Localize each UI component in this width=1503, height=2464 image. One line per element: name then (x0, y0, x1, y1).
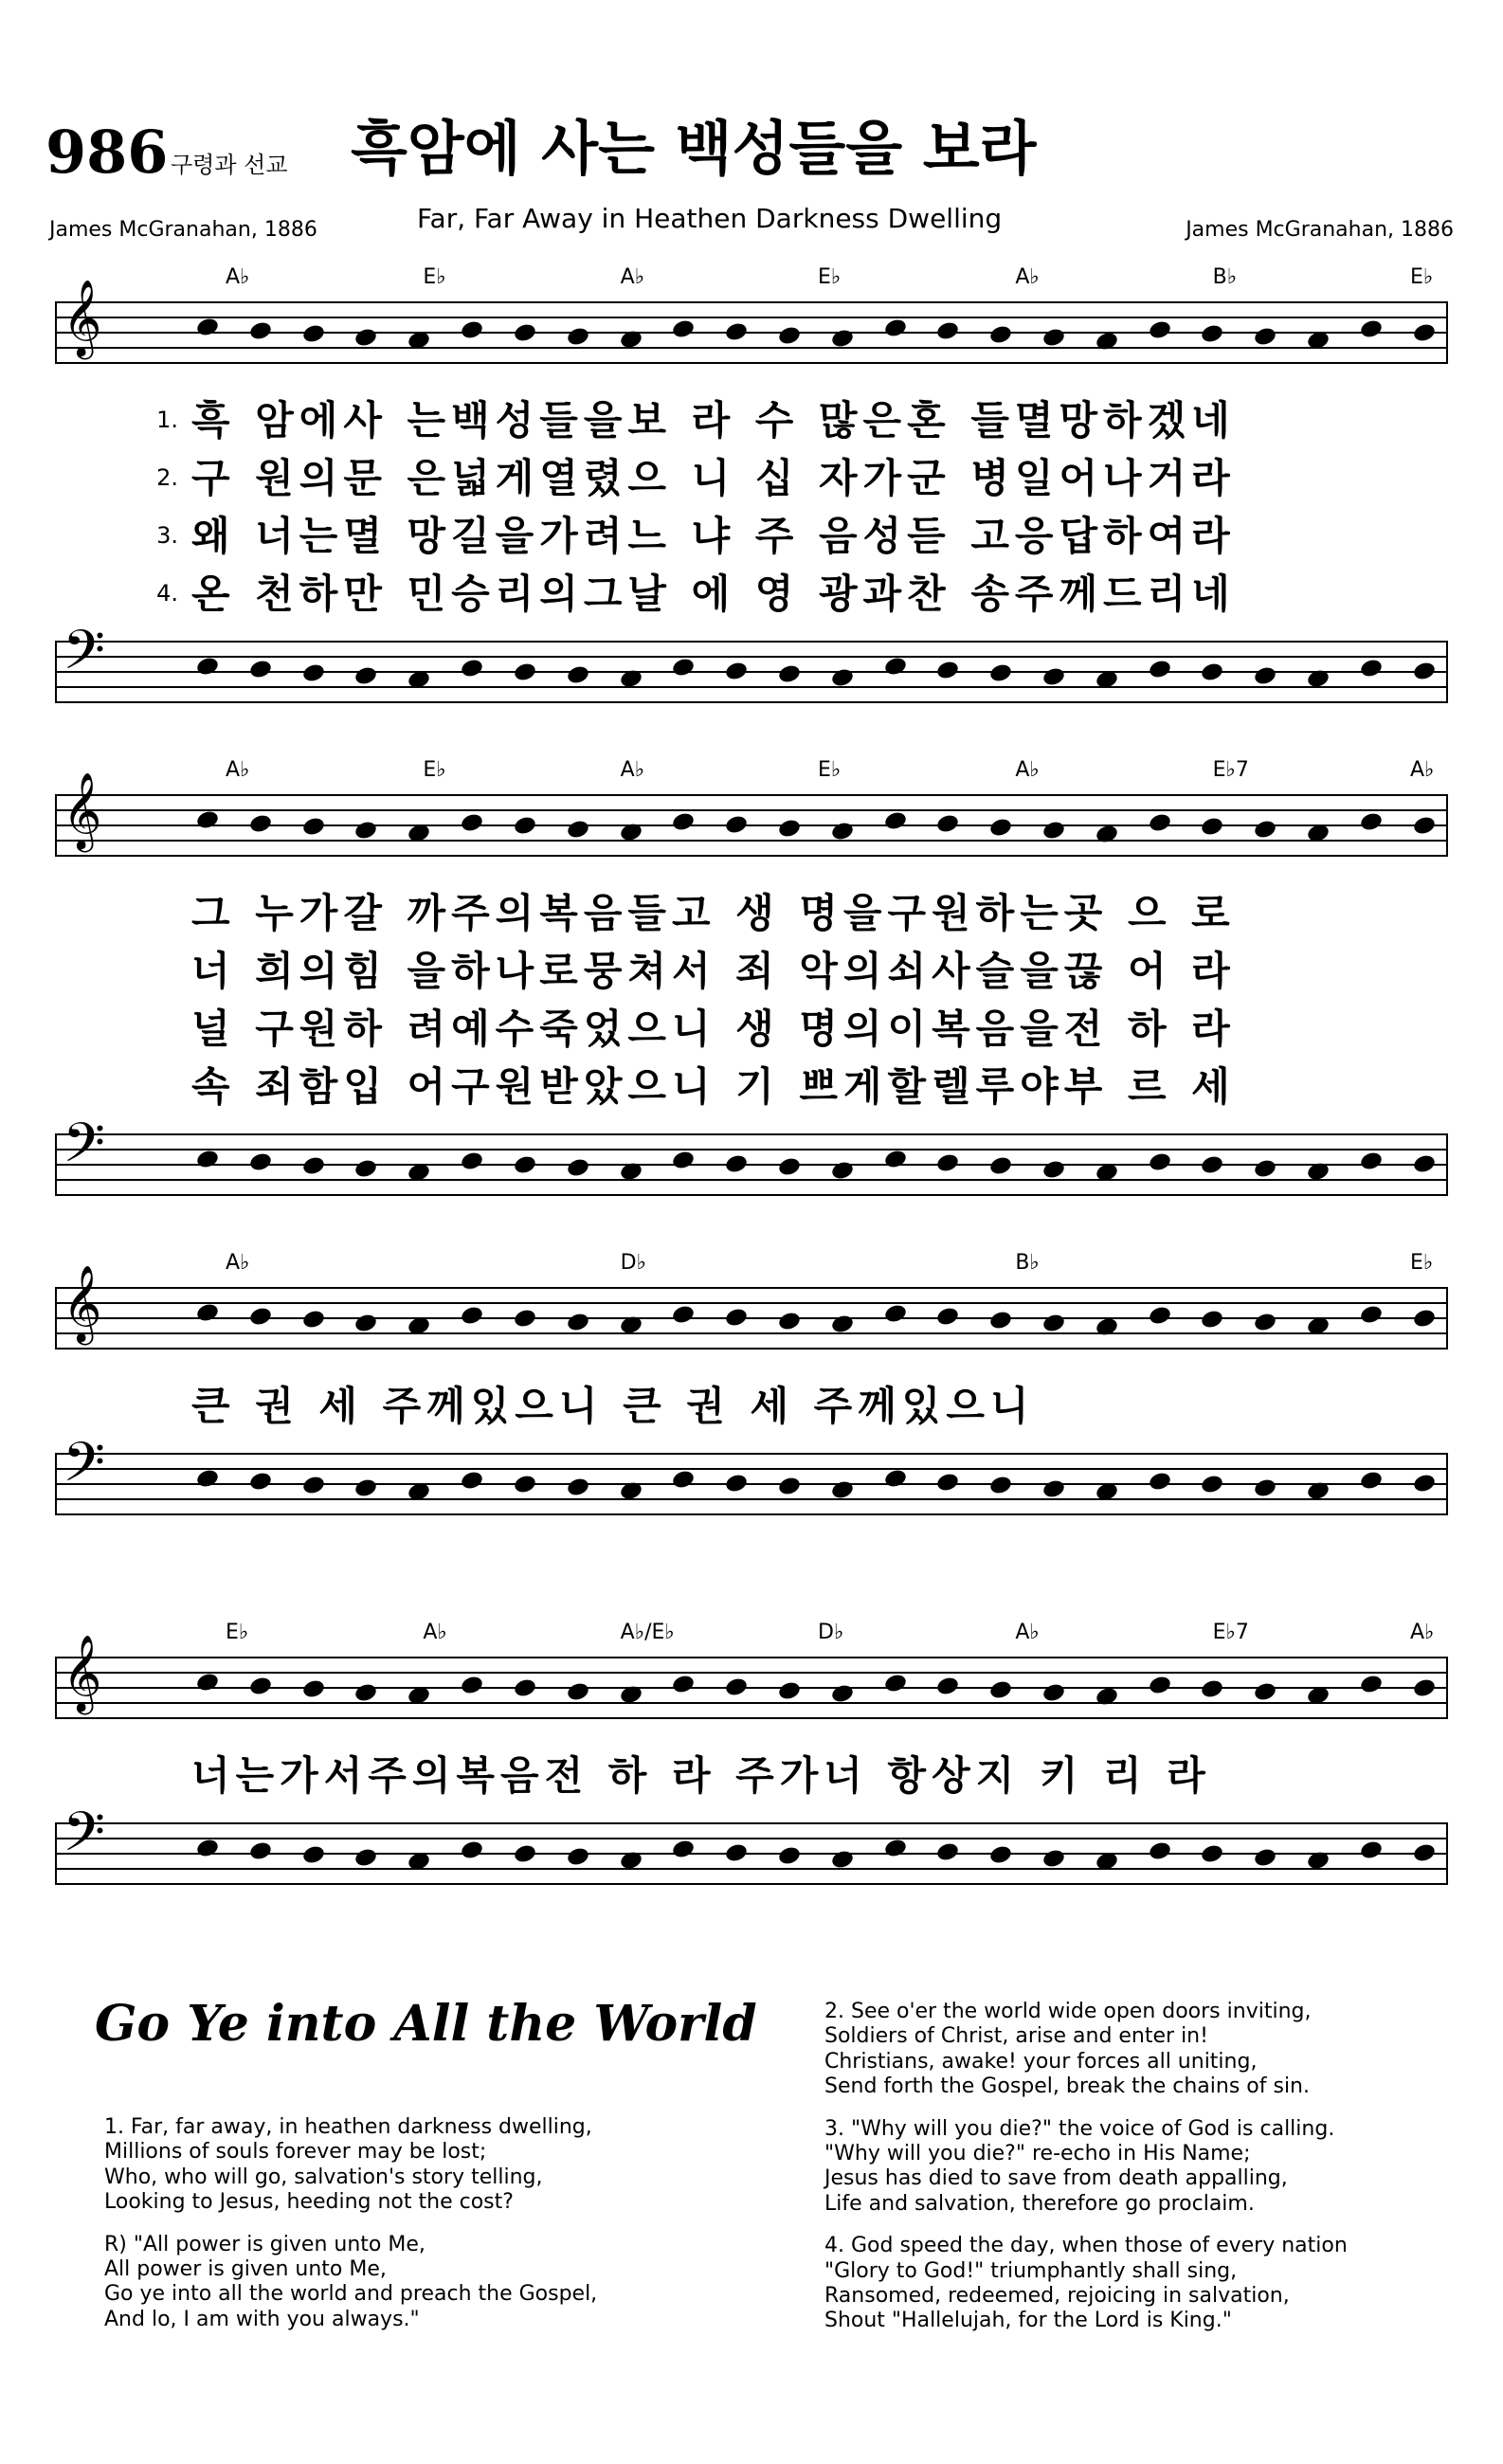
chord-row (45, 265, 1458, 290)
note-head (248, 812, 273, 834)
note-head (195, 1672, 220, 1694)
treble-staff (45, 1634, 1458, 1725)
note-head (195, 317, 220, 338)
lyrics-block (45, 1748, 1458, 1805)
note-head (407, 1161, 431, 1183)
note-head (353, 326, 378, 348)
lyric-text: 너 희의힘 을하나로뭉쳐서 죄 악의쇠사슬을끊 어 라 (191, 947, 1236, 994)
note-head (1041, 1313, 1066, 1334)
note-head (618, 822, 643, 843)
note-head (513, 322, 537, 344)
note-head (301, 1154, 326, 1176)
note-head (1095, 330, 1119, 352)
note-head (195, 1468, 220, 1490)
note-head (777, 817, 802, 839)
note-head (830, 1849, 855, 1871)
note-head (248, 1305, 273, 1327)
note-head (566, 664, 590, 686)
note-row (197, 1660, 1435, 1717)
note-head (935, 320, 960, 342)
note-head (460, 658, 484, 679)
lyric-line (45, 392, 1458, 450)
note-head (988, 662, 1013, 684)
chord-symbol: A♭ (226, 265, 250, 289)
note-head (1200, 1308, 1224, 1330)
hymn-header (0, 114, 1503, 242)
chord-symbol: B♭ (1212, 265, 1238, 289)
note-head (566, 818, 590, 840)
note-head (1095, 669, 1119, 691)
chord-symbol: E♭7 (1212, 1621, 1249, 1644)
verse-number (45, 1059, 191, 1116)
chord-symbol: B♭ (1015, 1251, 1040, 1275)
note-head (195, 1302, 220, 1324)
note-head (1412, 1473, 1437, 1495)
note-head (566, 325, 590, 347)
note-head (407, 1315, 431, 1337)
note-head (1412, 1842, 1437, 1864)
note-row (197, 1291, 1435, 1348)
note-head (618, 1850, 643, 1872)
note-head (671, 1303, 696, 1325)
note-head (248, 1675, 273, 1696)
bass-staff (45, 617, 1458, 709)
note-head (1041, 327, 1066, 349)
chord-symbol: A♭/E♭ (620, 1621, 675, 1644)
chord-symbol: A♭ (1015, 758, 1040, 782)
note-head (618, 329, 643, 351)
treble-staff (45, 279, 1458, 370)
note-head (513, 1843, 537, 1865)
note-head (566, 1311, 590, 1332)
note-head (1253, 326, 1277, 348)
hymn-number: 986 (45, 118, 169, 187)
note-head (353, 1158, 378, 1180)
note-head (1095, 1162, 1119, 1184)
verse-number (45, 1748, 191, 1805)
chord-symbol: A♭ (423, 1621, 447, 1644)
chord-symbol: E♭ (818, 758, 842, 782)
note-head (1359, 1470, 1384, 1492)
note-head (301, 1678, 326, 1700)
note-head (1148, 812, 1172, 834)
note-head (935, 813, 960, 835)
note-head (830, 1159, 855, 1181)
note-head (935, 1472, 960, 1494)
note-head (248, 1471, 273, 1493)
note-head (353, 1312, 378, 1333)
note-head (1148, 1305, 1172, 1327)
note-head (830, 1479, 855, 1501)
note-head (724, 1676, 749, 1698)
clef-icon: 𝄢 (63, 1429, 106, 1508)
note-head (1412, 1676, 1437, 1698)
note-head (1359, 318, 1384, 340)
chord-symbol: A♭ (226, 1251, 250, 1275)
note-head (1306, 1314, 1331, 1336)
note-head (882, 1149, 907, 1170)
note-head (460, 811, 484, 833)
lyric-line (45, 943, 1458, 1001)
lyric-line (45, 1059, 1458, 1116)
treble-staff (45, 1264, 1458, 1355)
lyric-line (45, 450, 1458, 508)
note-head (407, 668, 431, 690)
lyric-line (45, 508, 1458, 566)
chord-symbol: A♭ (620, 265, 645, 289)
chord-symbol: A♭ (1015, 1621, 1040, 1644)
note-head (618, 1480, 643, 1502)
note-head (882, 656, 907, 678)
note-head (407, 330, 431, 352)
chord-row (45, 758, 1458, 783)
note-head (1148, 658, 1172, 679)
lyrics-block (45, 885, 1458, 1116)
note-head (830, 666, 855, 688)
note-head (407, 1851, 431, 1873)
note-head (1200, 1474, 1224, 1495)
note-head (1253, 1681, 1277, 1703)
note-head (777, 1310, 802, 1332)
note-head (1306, 1161, 1331, 1183)
note-head (195, 1148, 220, 1169)
note-head (301, 661, 326, 683)
note-head (1200, 322, 1224, 344)
note-head (830, 821, 855, 842)
note-head (248, 659, 273, 680)
note-head (882, 1672, 907, 1694)
treble-staff (45, 771, 1458, 862)
composer-left: James McGranahan, 1886 (49, 218, 317, 242)
note-head (513, 815, 537, 837)
english-title: Go Ye into All the World (95, 1995, 757, 2053)
note-head (671, 1469, 696, 1491)
music-system (45, 1621, 1458, 1891)
note-head (882, 1302, 907, 1324)
chord-symbol: A♭ (1410, 1621, 1435, 1644)
lyrics-block (45, 1378, 1458, 1436)
note-head (513, 1308, 537, 1330)
verse-number: 2. (156, 463, 178, 491)
note-head (513, 661, 537, 682)
note-head (1041, 1848, 1066, 1870)
note-head (935, 659, 960, 680)
note-head (988, 1844, 1013, 1866)
chord-symbol: E♭ (423, 265, 446, 289)
note-head (1200, 1843, 1224, 1865)
note-head (1412, 321, 1437, 343)
note-head (830, 328, 855, 350)
note-head (988, 323, 1013, 345)
note-head (566, 1846, 590, 1868)
note-head (724, 1842, 749, 1864)
english-right-column (824, 2000, 1450, 2351)
lyric-text: 속 죄함입 어구원받았으니 기 쁘게할렐루야부 르 세 (191, 1062, 1236, 1110)
note-head (724, 814, 749, 836)
note-head (618, 667, 643, 689)
note-head (830, 1683, 855, 1705)
chord-row (45, 1621, 1458, 1645)
note-head (882, 1468, 907, 1490)
note-head (301, 816, 326, 838)
note-head (1095, 823, 1119, 844)
note-head (935, 1841, 960, 1863)
note-head (513, 1677, 537, 1699)
english-left-column (104, 2115, 749, 2349)
note-head (1412, 661, 1437, 682)
note-head (777, 324, 802, 346)
lyric-text: 너는가서주의복음전 하 라 주가너 항상지 키 리 라 (191, 1752, 1211, 1799)
clef-icon: 𝄞 (63, 1634, 102, 1712)
lyric-line (45, 1748, 1458, 1805)
note-head (1306, 329, 1331, 351)
note-head (513, 1153, 537, 1175)
verse-number (45, 1378, 191, 1436)
note-head (988, 816, 1013, 838)
lyric-text: 흑 암에사 는백성들을보 라 수 많은혼 들멸망하겠네 (191, 397, 1236, 444)
chord-symbol: E♭7 (1212, 758, 1249, 782)
lyric-text: 큰 권 세 주께있으니 큰 권 세 주께있으니 (191, 1383, 1035, 1429)
lyrics-block (45, 392, 1458, 624)
note-head (1200, 815, 1224, 837)
clef-icon: 𝄢 (63, 1110, 106, 1188)
clef-icon: 𝄢 (63, 617, 106, 696)
chord-symbol: A♭ (620, 758, 645, 782)
note-head (1306, 1480, 1331, 1502)
note-head (1148, 1150, 1172, 1172)
bass-staff (45, 1799, 1458, 1891)
note-head (1253, 819, 1277, 841)
note-head (1412, 814, 1437, 836)
verse-number: 4. (156, 579, 178, 607)
note-head (566, 1477, 590, 1498)
clef-icon: 𝄞 (63, 1264, 102, 1342)
note-head (1253, 1157, 1277, 1179)
music-system (45, 1251, 1458, 1521)
note-head (671, 1673, 696, 1694)
note-head (353, 1681, 378, 1703)
composer-right: James McGranahan, 1886 (1186, 218, 1454, 242)
bass-staff (45, 1429, 1458, 1521)
note-head (882, 317, 907, 338)
note-head (1359, 1304, 1384, 1326)
note-head (1359, 1674, 1384, 1695)
note-head (988, 1678, 1013, 1700)
note-head (830, 1314, 855, 1335)
note-head (1359, 657, 1384, 679)
note-head (460, 1470, 484, 1492)
note-head (566, 1157, 590, 1179)
verse-number (45, 885, 191, 943)
note-head (513, 1474, 537, 1495)
note-head (671, 810, 696, 832)
english-verse-2: 2. See o'er the world wide open doors inviting, Soldiers of Christ, arise and enter in! Christians, awake! your forces all uniting, Send forth the Gospel, break the chains of sin. (824, 2000, 1312, 2099)
chord-symbol: A♭ (226, 758, 250, 782)
lyric-line (45, 566, 1458, 624)
note-head (353, 1847, 378, 1869)
note-head (671, 317, 696, 339)
clef-icon: 𝄢 (63, 1799, 106, 1877)
lyric-text: 온 천하만 민승리의그날 에 영 광과찬 송주께드리네 (191, 570, 1236, 617)
note-head (935, 1151, 960, 1173)
note-head (988, 1475, 1013, 1496)
note-head (1359, 1839, 1384, 1861)
note-head (882, 809, 907, 831)
note-head (1148, 319, 1172, 341)
hymn-category: 구령과 선교 (171, 152, 288, 178)
note-head (460, 1150, 484, 1172)
note-head (301, 323, 326, 345)
note-head (724, 321, 749, 343)
note-head (1412, 1307, 1437, 1329)
note-head (1306, 822, 1331, 843)
lyric-line (45, 1001, 1458, 1059)
note-head (1359, 811, 1384, 833)
note-head (1041, 1158, 1066, 1180)
note-head (301, 1309, 326, 1331)
note-head (1200, 1677, 1224, 1699)
note-head (460, 1839, 484, 1861)
note-head (195, 809, 220, 831)
lyric-text: 널 구원하 려예수죽었으니 생 명의이복음을전 하 라 (191, 1005, 1236, 1052)
music-system (45, 265, 1458, 709)
note-row (197, 798, 1435, 855)
note-head (1200, 1154, 1224, 1176)
verse-number: 3. (156, 521, 178, 549)
note-head (724, 1307, 749, 1329)
chord-symbol: E♭ (818, 265, 842, 289)
note-row (197, 1137, 1435, 1194)
note-head (1200, 661, 1224, 683)
note-head (1095, 1685, 1119, 1707)
note-head (618, 1160, 643, 1182)
note-head (988, 1309, 1013, 1331)
note-head (407, 1685, 431, 1707)
lyric-text: 구 원의문 은넓게열렸으 니 십 자가군 병일어나거라 (191, 454, 1236, 501)
note-head (1095, 1851, 1119, 1873)
note-head (618, 1314, 643, 1336)
note-head (1253, 664, 1277, 686)
note-head (1148, 1675, 1172, 1696)
note-head (460, 318, 484, 340)
note-row (197, 305, 1435, 362)
note-head (1041, 665, 1066, 687)
note-head (671, 1150, 696, 1171)
note-head (1148, 1840, 1172, 1862)
note-head (1041, 1682, 1066, 1704)
note-head (1306, 1684, 1331, 1706)
note-head (407, 823, 431, 844)
verse-number (45, 1001, 191, 1059)
note-head (195, 655, 220, 677)
english-verse-3: 3. "Why will you die?" the voice of God is calling. "Why will you die?" re-echo in His Name; Jesus has died to save from death appalling, Life and salvation, therefore go proclaim. (824, 2116, 1335, 2216)
note-head (777, 1845, 802, 1867)
note-head (1306, 1850, 1331, 1872)
note-head (935, 1306, 960, 1328)
note-head (1041, 1478, 1066, 1500)
note-head (988, 1155, 1013, 1177)
chord-symbol: A♭ (1410, 758, 1435, 782)
note-head (777, 1476, 802, 1497)
note-head (1412, 1153, 1437, 1175)
note-head (460, 1674, 484, 1695)
lyric-text: 그 누가갈 까주의복음들고 생 명을구원하는곳 으 로 (191, 890, 1236, 936)
note-head (724, 1152, 749, 1174)
chord-symbol: E♭ (226, 1621, 249, 1644)
hymn-title: 흑암에 사는 백성들을 보라 (351, 114, 1037, 183)
chord-symbol: D♭ (818, 1621, 844, 1644)
note-head (248, 1151, 273, 1173)
note-head (882, 1838, 907, 1859)
chord-symbol: E♭ (423, 758, 446, 782)
note-head (724, 1473, 749, 1495)
chord-symbol: A♭ (1015, 265, 1040, 289)
english-verse-1: 1. Far, far away, in heathen darkness dwelling, Millions of souls forever may be lost; Who, who will go, salvation's story telling, Looking to Jesus, heeding not the cost? (104, 2115, 592, 2215)
verse-number (45, 943, 191, 1001)
clef-icon: 𝄞 (63, 771, 102, 849)
chord-symbol: E♭ (1410, 265, 1434, 289)
english-verse-4: 4. God speed the day, when those of every nation "Glory to God!" triumphantly shall sing, Ransomed, redeemed, rejoicing in salvation, Shout "Hallelujah, for the Lord is King." (824, 2234, 1348, 2333)
note-head (1095, 1481, 1119, 1503)
note-head (1095, 1315, 1119, 1337)
note-head (671, 1839, 696, 1860)
bass-staff (45, 1110, 1458, 1202)
note-head (1148, 1471, 1172, 1493)
note-head (618, 1684, 643, 1706)
note-head (1041, 820, 1066, 842)
note-head (248, 319, 273, 341)
note-head (1253, 1477, 1277, 1499)
note-head (1306, 668, 1331, 690)
note-head (407, 1481, 431, 1503)
music-system (45, 758, 1458, 1202)
note-head (353, 1477, 378, 1499)
chord-symbol: E♭ (1410, 1251, 1434, 1275)
note-head (301, 1844, 326, 1866)
lyric-line (45, 1378, 1458, 1436)
clef-icon: 𝄞 (63, 279, 102, 356)
note-head (724, 660, 749, 681)
note-head (301, 1475, 326, 1496)
chord-symbol: D♭ (620, 1251, 646, 1275)
chord-row (45, 1251, 1458, 1276)
note-head (777, 1156, 802, 1178)
lyric-line (45, 885, 1458, 943)
verse-number: 1. (156, 407, 178, 433)
note-row (197, 644, 1435, 701)
hymn-subtitle: Far, Far Away in Heathen Darkness Dwelling (417, 203, 1003, 234)
note-head (353, 819, 378, 841)
note-head (777, 1679, 802, 1701)
note-head (1359, 1150, 1384, 1171)
note-head (777, 663, 802, 685)
note-head (935, 1676, 960, 1697)
note-head (248, 1840, 273, 1862)
note-head (195, 1838, 220, 1859)
note-head (460, 1304, 484, 1326)
note-head (1253, 1847, 1277, 1869)
english-refrain: R) "All power is given unto Me, All power is given unto Me, Go ye into all the world and preach the Gospel, And lo, I am with you always." (104, 2232, 598, 2331)
note-head (353, 665, 378, 687)
note-row (197, 1457, 1435, 1513)
note-head (1253, 1312, 1277, 1333)
lyric-text: 왜 너는멸 망길을가려느 냐 주 음성듣 고응답하여라 (191, 512, 1236, 559)
note-head (566, 1680, 590, 1702)
note-row (197, 1826, 1435, 1883)
note-head (671, 657, 696, 679)
